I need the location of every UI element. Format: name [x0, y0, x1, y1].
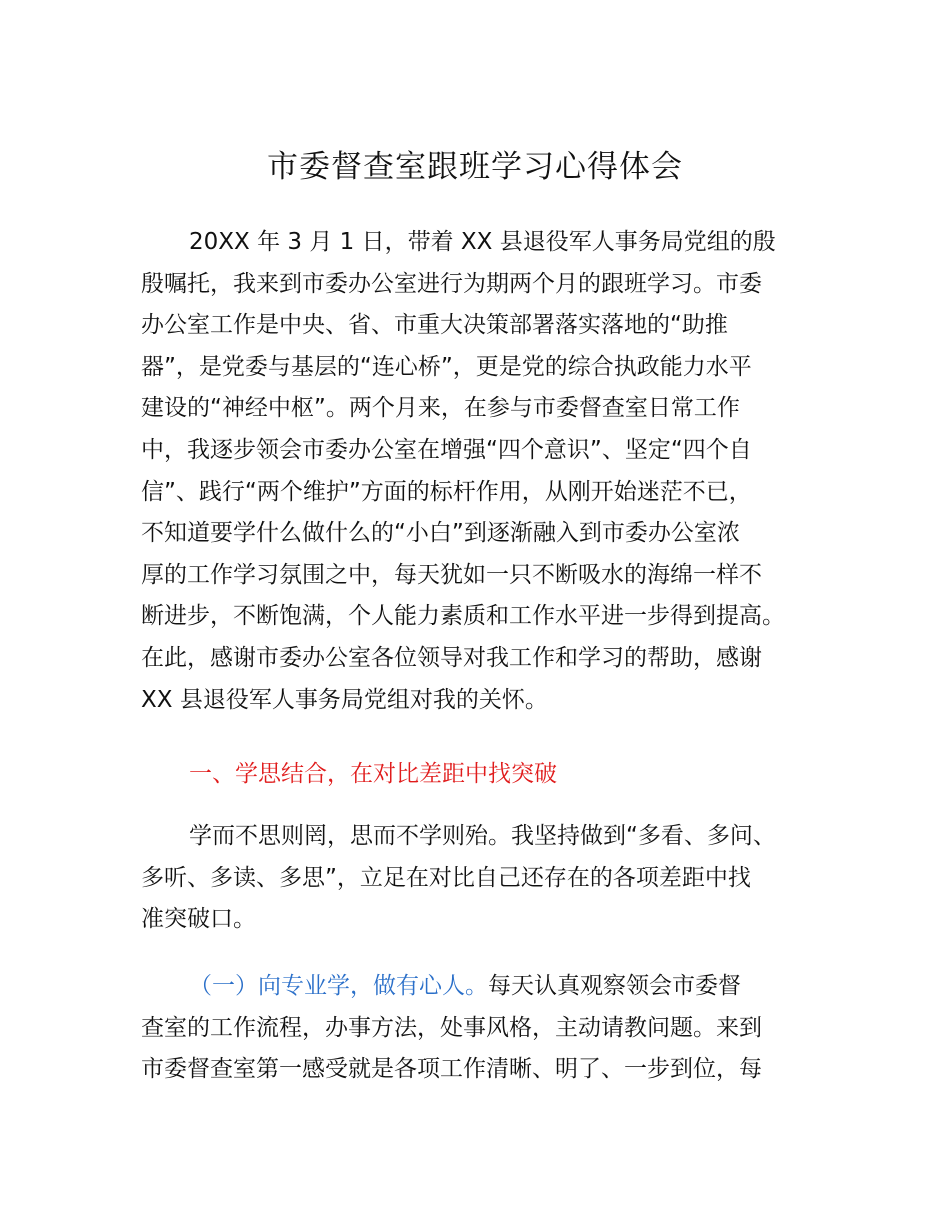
- paragraph-line: 信”、践行“两个维护”方面的标杆作用，从刚开始迷茫不已，: [141, 478, 752, 505]
- subsection-heading: （一）向专业学，做有心人。: [189, 973, 488, 999]
- paragraph-line: 准突破口。: [141, 906, 256, 933]
- paragraph-line: 不知道要学什么做什么的“小白”到逐渐融入到市委办公室浓: [141, 520, 740, 547]
- section-heading: [141, 754, 813, 796]
- paragraph-line: 建设的“神经中枢”。两个月来，在参与市委督查室日常工作: [141, 395, 740, 422]
- paragraph-line: 学而不思则罔，思而不学则殆。我坚持做到“多看、多问、: [189, 823, 776, 849]
- paragraph-line: 器”，是党委与基层的“连心桥”，更是党的综合执政能力水平: [141, 353, 752, 380]
- paragraph-line: 查室的工作流程，办事方法，处事风格，主动请教问题。来到: [141, 1014, 762, 1041]
- paragraph-line: 中，我逐步领会市委办公室在增强“四个意识”、坚定“四个自: [141, 436, 752, 463]
- paragraph-line: 厚的工作学习氛围之中，每天犹如一只不断吸水的海绵一样不: [141, 561, 762, 588]
- subsection-paragraph: [141, 966, 813, 1091]
- section-paragraph: [141, 816, 813, 941]
- paragraph-line: [141, 966, 813, 1008]
- paragraph-line: 殷嘱托，我来到市委办公室进行为期两个月的跟班学习。市委: [141, 270, 762, 297]
- paragraph-line: XX 县退役军人事务局党组对我的关怀。: [141, 686, 548, 713]
- paragraph-line: 多听、多读、多思”，立足在对比自己还存在的各项差距中找: [141, 864, 751, 891]
- paragraph-line: 断进步，不断饱满，个人能力素质和工作水平进一步得到提高。: [141, 603, 785, 630]
- document-title: 市委督查室跟班学习心得体会: [267, 149, 683, 185]
- paragraph-line: 在此，感谢市委办公室各位领导对我工作和学习的帮助，感谢: [141, 644, 762, 671]
- intro-paragraph: [141, 222, 813, 721]
- section-heading-text: 一、学思结合，在对比差距中找突破: [189, 761, 557, 787]
- paragraph-line: 20XX 年 3 月 1 日，带着 XX 县退役军人事务局党组的殷: [189, 229, 776, 255]
- paragraph-text: 每天认真观察领会市委督: [488, 973, 741, 999]
- paragraph-line: 市委督查室第一感受就是各项工作清晰、明了、一步到位，每: [141, 1056, 762, 1083]
- paragraph-line: 办公室工作是中央、省、市重大决策部署落实落地的“助推: [141, 312, 728, 339]
